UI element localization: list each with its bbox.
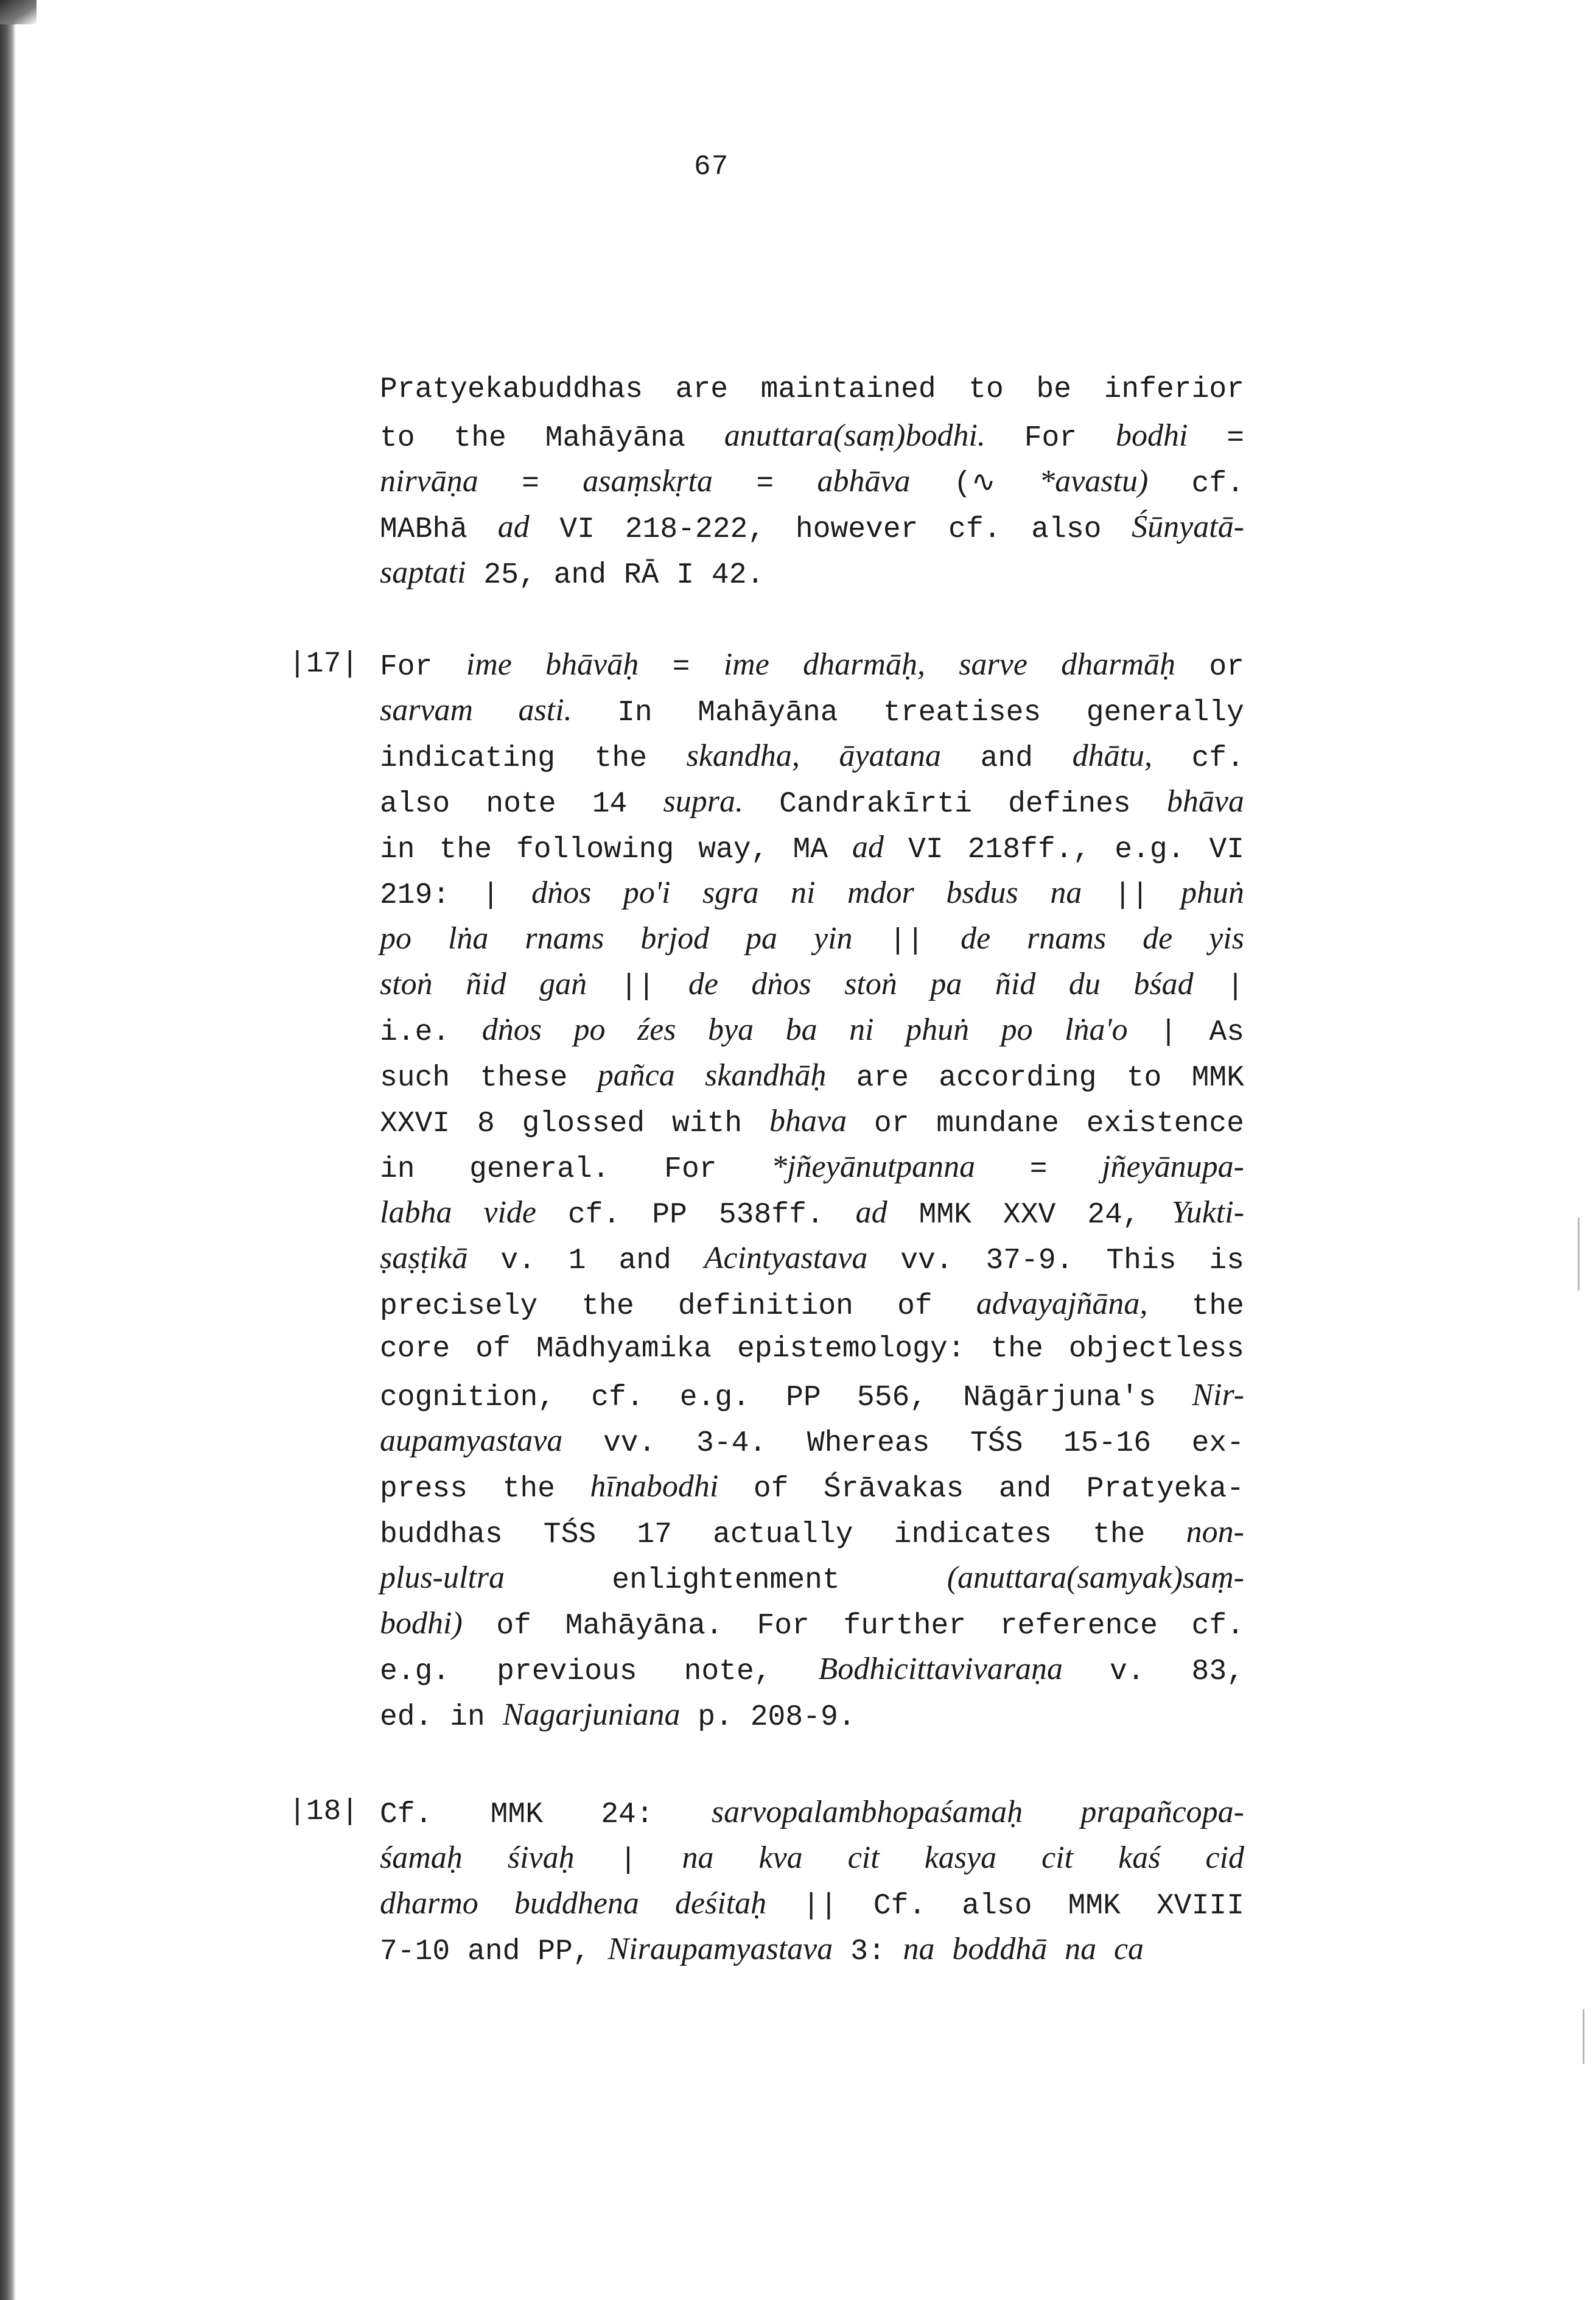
text-line: XXVI 8 glossed with bhava or mundane existence [380, 1104, 1244, 1140]
page-number: 67 [694, 151, 729, 183]
text-line: dharmo buddhena deśitaḥ || Cf. also MMK XVIII [380, 1886, 1245, 1923]
note-18 [289, 1789, 1245, 1972]
text-line: po lṅa rnams brjod pa yin || de rnams de yis [380, 921, 1244, 958]
text-line: plus-ultra enlightenment (anuttara(samyak)saṃ- [380, 1560, 1244, 1597]
text-line: stoṅ ñid gaṅ || de dṅos stoṅ pa ñid du bśad | [380, 967, 1244, 1003]
page-corner-shadow [0, 0, 37, 24]
text-line: buddhas TŚS 17 actually indicates the non- [380, 1515, 1244, 1551]
text-line: in the following way, MA ad VI 218ff., e.g. VI [380, 830, 1245, 866]
text-line: e.g. previous note, Bodhicittavivaraṇa v. 83, [380, 1652, 1244, 1688]
book-spine-shadow [0, 0, 16, 2300]
text-line: i.e. dṅos po źes bya ba ni phuṅ po lṅa'o | As [380, 1012, 1245, 1049]
note-marker: |17| [289, 648, 359, 681]
text-line: nirvāṇa = asaṃskṛta = abhāva (∿ *avastu) cf. [380, 464, 1245, 500]
text-line: 219: | dṅos po'i sgra ni mdor bsdus na || phuṅ [380, 875, 1244, 912]
text-line: bodhi) of Mahāyāna. For further reference cf. [380, 1606, 1245, 1643]
text-line: aupamyastava vv. 3-4. Whereas TŚS 15-16 ex- [380, 1423, 1245, 1460]
text-line: such these pañca skandhāḥ are according to MMK [380, 1058, 1245, 1095]
text-line: MABhā ad VI 218-222, however cf. also Śūnyatā- [380, 510, 1245, 546]
scan-artifact [1578, 1218, 1580, 1291]
text-line: ed. in Nagarjuniana p. 208-9. [380, 1697, 856, 1734]
text-line: Cf. MMK 24: sarvopalambhopaśamaḥ prapañcopa- [380, 1795, 1244, 1831]
continued-note-text [380, 367, 1244, 595]
text-line: saptati 25, and RĀ I 42. [380, 555, 765, 592]
text-line: press the hīnabodhi of Śrāvakas and Pratyeka- [380, 1469, 1244, 1506]
text-line: śamaḥ śivaḥ | na kva cit kasya cit kaś cid [380, 1840, 1245, 1877]
text-line: For ime bhāvāḥ = ime dharmāḥ, sarve dharmāḥ or [380, 647, 1244, 684]
text-line: in general. For *jñeyānutpanna = jñeyānupa- [380, 1149, 1245, 1186]
text-line: sarvam asti. In Mahāyāna treatises generally [380, 693, 1244, 729]
note-marker: |18| [289, 1795, 359, 1828]
text-line: 7-10 and PP, Niraupamyastava 3: na boddhā na ca [380, 1932, 1144, 1968]
note-17 [289, 642, 1245, 1737]
text-line: cognition, cf. e.g. PP 556, Nāgārjuna's Nir- [380, 1378, 1244, 1414]
text-line: core of Mādhyamika epistemology: the objectless [380, 1333, 1244, 1366]
text-line: ṣaṣṭikā v. 1 and Acintyastava vv. 37-9. This is [380, 1241, 1245, 1277]
scan-artifact [1583, 2009, 1584, 2064]
text-line: also note 14 supra. Candrakīrti defines bhāva [380, 784, 1244, 821]
text-line: precisely the definition of advayajñāna, the [380, 1286, 1244, 1323]
text-line: Pratyekabuddhas are maintained to be inferior [380, 373, 1245, 406]
text-line: to the Mahāyāna anuttara(saṃ)bodhi. For bodhi = [380, 418, 1245, 455]
text-line: labha vide cf. PP 538ff. ad MMK XXV 24, Yukti- [380, 1195, 1245, 1232]
text-line: indicating the skandha, āyatana and dhātu, cf. [380, 738, 1244, 775]
